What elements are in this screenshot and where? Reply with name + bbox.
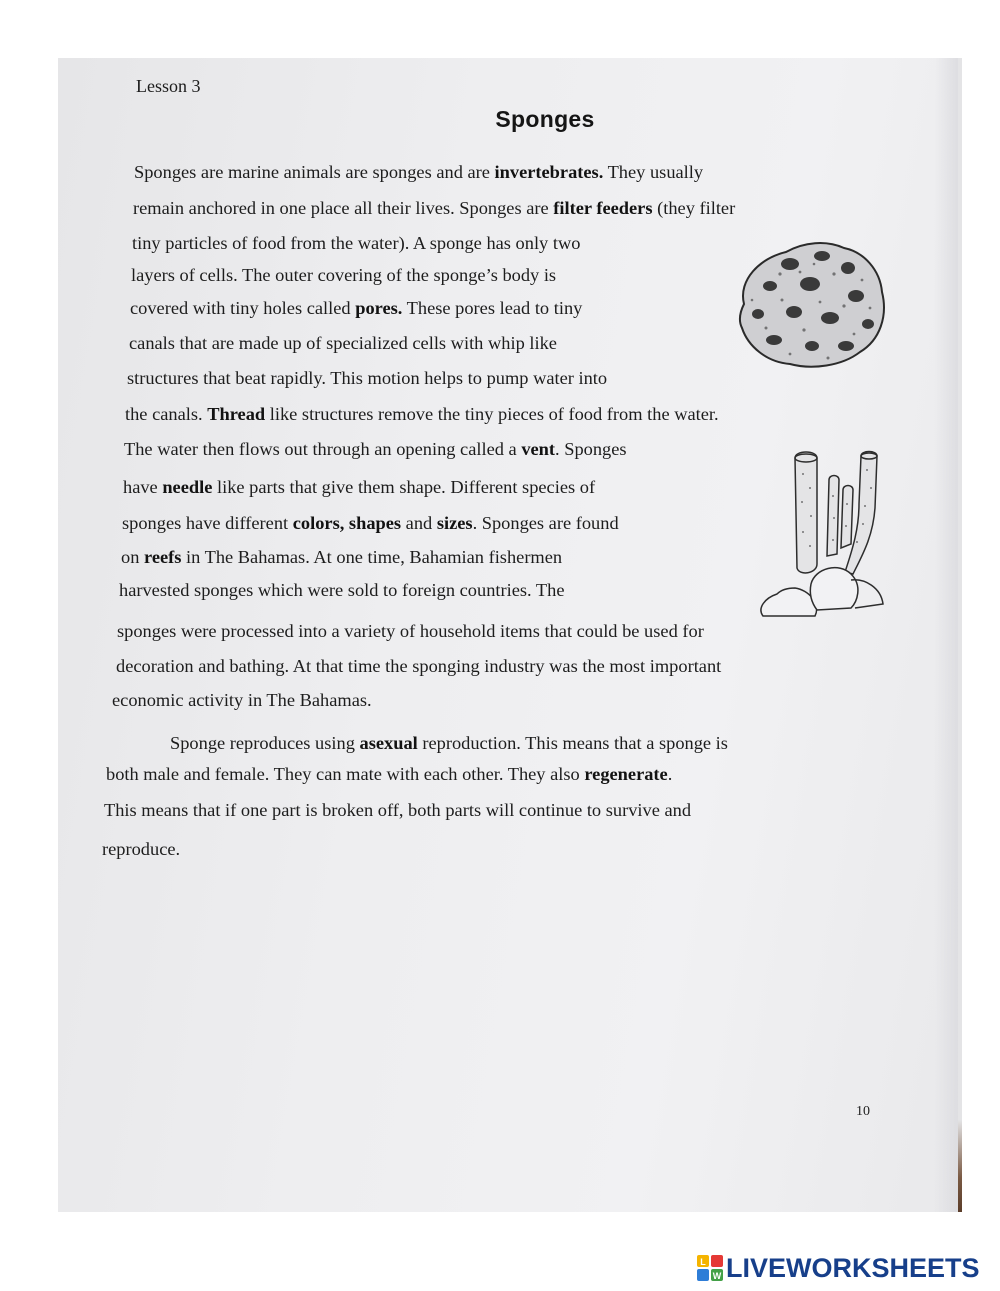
text-run: decoration and bathing. At that time the sponging industry was the most important <box>116 656 722 676</box>
text-run: reproduction. This means that a sponge is <box>417 733 728 753</box>
page-edge <box>958 58 962 1212</box>
bleed-through-text <box>758 128 762 146</box>
text-run: canals that are made up of specialized cells with whip like <box>129 333 557 353</box>
bold-term: sizes <box>436 513 473 533</box>
bold-term: regenerate <box>584 764 668 784</box>
text-line <box>125 404 719 425</box>
bold-term: asexual <box>359 733 418 753</box>
text-line <box>117 621 704 642</box>
text-line <box>106 764 672 785</box>
text-run: and <box>401 513 437 533</box>
text-run: sponges have different <box>122 513 293 533</box>
text-run: . Sponges are found <box>472 513 619 533</box>
text-run: reproduce. <box>102 839 181 859</box>
text-run: . <box>667 764 673 784</box>
text-run: economic activity in The Bahamas. <box>112 690 372 710</box>
text-run: These pores lead to tiny <box>402 298 583 318</box>
text-line <box>170 733 728 754</box>
text-run: harvested sponges which were sold to foreign countries. The <box>119 580 565 600</box>
liveworksheets-logo-icon <box>696 1254 724 1282</box>
text-run: covered with tiny holes called <box>130 298 356 318</box>
text-line <box>104 800 691 821</box>
text-run: remain anchored in one place all their lives. Sponges are <box>133 198 554 218</box>
text-run: have <box>123 477 163 497</box>
bold-term: reefs <box>144 547 182 567</box>
logo-mark-letter-w: W <box>712 1271 722 1281</box>
logo-text: LIVEWORKSHEETS <box>726 1253 980 1283</box>
text-run: layers of cells. The outer covering of the sponge’s body is <box>131 265 557 285</box>
text-run: They usually <box>603 162 704 182</box>
text-run: sponges were processed into a variety of household items that could be used for <box>117 621 704 641</box>
bold-term: Thread <box>207 404 266 424</box>
text-run: Sponge reproduces using <box>170 733 360 753</box>
text-run: in The Bahamas. At one time, Bahamian fishermen <box>181 547 563 567</box>
page-title: Sponges <box>495 106 595 132</box>
text-run: . Sponges <box>555 439 627 459</box>
text-line <box>131 265 556 286</box>
text-line <box>127 368 607 389</box>
text-line <box>123 477 595 498</box>
bold-term: filter feeders <box>553 198 653 218</box>
text-run: Sponges are marine animals are sponges and are <box>134 162 495 182</box>
bold-term: colors, shapes <box>292 513 402 533</box>
text-line <box>116 656 721 677</box>
text-run: like parts that give them shape. Different species of <box>212 477 596 497</box>
lesson-label: Lesson 3 <box>136 76 201 96</box>
liveworksheets-logo[interactable] <box>696 1253 980 1283</box>
tube-sponge-drawing-icon <box>755 444 895 624</box>
bold-term: vent <box>521 439 556 459</box>
text-line <box>129 333 557 354</box>
text-line <box>121 547 562 568</box>
text-line <box>130 298 582 319</box>
bold-term: needle <box>162 477 213 497</box>
logo-mark-letter-l: L <box>700 1257 706 1267</box>
text-run: The water then flows out through an opening called a <box>124 439 522 459</box>
text-run: This means that if one part is broken off, both parts will continue to survive and <box>104 800 692 820</box>
text-run: structures that beat rapidly. This motion helps to pump water into <box>127 368 608 388</box>
text-run: like structures remove the tiny pieces of food from the water. <box>265 404 719 424</box>
text-line <box>112 690 372 711</box>
text-line <box>133 198 735 219</box>
text-line <box>102 839 180 860</box>
text-line <box>119 580 565 601</box>
text-run: (they filter <box>652 198 736 218</box>
text-run: the canals. <box>125 404 208 424</box>
text-line <box>124 439 627 460</box>
bold-term: invertebrates. <box>494 162 604 182</box>
text-run: tiny particles of food from the water). A sponge has only two <box>132 233 581 253</box>
text-line <box>134 162 703 183</box>
text-line <box>122 513 619 534</box>
sponge-drawing-icon <box>730 234 890 374</box>
text-run: both male and female. They can mate with each other. They also <box>106 764 585 784</box>
bold-term: pores. <box>355 298 403 318</box>
text-run: on <box>121 547 144 567</box>
page-number: 10 <box>856 1104 870 1119</box>
text-line <box>132 233 580 254</box>
